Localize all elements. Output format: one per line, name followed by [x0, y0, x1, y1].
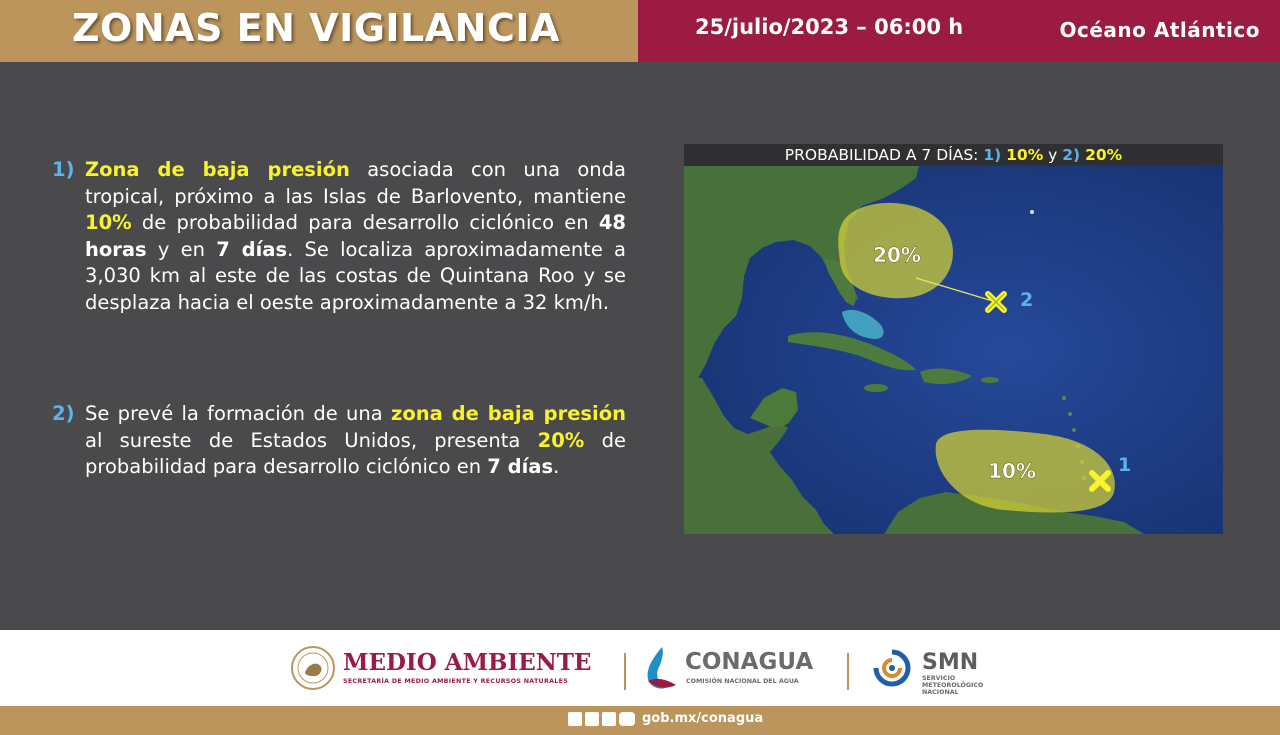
youtube-icon[interactable]	[619, 712, 635, 726]
zone-1-marker-number: 1	[1118, 454, 1132, 476]
caption-zone-1-prob: 10%	[1006, 146, 1044, 164]
caption-zone-1-number: 1)	[983, 146, 1002, 164]
sema-logo-subtitle: SECRETARÍA DE MEDIO AMBIENTE Y RECURSOS NATURALES	[343, 678, 569, 685]
header-info-bar	[638, 0, 1280, 62]
zone-1-text	[85, 157, 626, 316]
map-svg	[684, 166, 1223, 534]
text-segment: 10%	[85, 211, 132, 234]
conagua-logo-subtitle: COMISIÓN NACIONAL DEL AGUA	[686, 678, 799, 685]
text-segment: . Se localiza aproximadamente a 3,030 km al este de las costas de Quintana Roo y se desplaza hacia el oeste aproximadamente a 32 km/h.	[85, 237, 627, 314]
footer-bar	[0, 706, 1280, 735]
zone-1-label: 10%	[988, 459, 1036, 483]
mexico-coat-of-arms-icon	[290, 645, 336, 691]
social-icons	[568, 712, 635, 728]
zone-2-label: 20%	[873, 243, 921, 267]
smn-logo-icon	[868, 646, 916, 690]
map-caption	[684, 144, 1223, 166]
zone-2-number: 2)	[52, 402, 75, 425]
text-segment: Se prevé la formación de una	[85, 402, 391, 425]
caption-zone-2-prob: 20%	[1085, 146, 1123, 164]
text-segment: Zona de baja presión	[85, 158, 350, 181]
jamaica-land	[864, 384, 888, 392]
smn-logo-name: SMN	[922, 650, 979, 675]
zone-1-description	[52, 157, 626, 316]
text-segment: 7 días	[487, 455, 554, 478]
logo-divider	[624, 653, 626, 690]
bermuda-island	[1030, 210, 1034, 214]
zone-2-text	[85, 401, 626, 481]
text-segment: y en	[146, 237, 217, 261]
sema-logo-name: MEDIO AMBIENTE	[343, 649, 592, 676]
header-title-bar	[0, 0, 638, 62]
caption-zone-2-number: 2)	[1062, 146, 1081, 164]
caption-and: y	[1043, 146, 1063, 164]
zone-1-number: 1)	[52, 158, 75, 181]
text-segment: de probabilidad para desarrollo ciclónico en	[131, 211, 599, 234]
website-link[interactable]: gob.mx/conagua	[642, 711, 764, 726]
smn-logo-subtitle: SERVICIO METEOROLÓGICO NACIONAL	[922, 675, 984, 696]
logo-divider	[847, 653, 849, 690]
twitter-icon[interactable]	[585, 712, 599, 726]
satellite-map	[684, 166, 1223, 534]
footer-logos	[0, 630, 1280, 706]
text-segment: al sureste de Estados Unidos, presenta	[85, 428, 538, 452]
text-segment: 48 horas	[85, 211, 626, 261]
conagua-logo-name: CONAGUA	[685, 649, 814, 675]
text-segment: 20%	[537, 428, 585, 452]
text-segment: de probabilidad para desarrollo ciclónico en	[85, 428, 626, 478]
bulletin-date: 25/julio/2023 – 06:00 h	[695, 15, 964, 39]
text-segment: 7 días	[216, 237, 288, 261]
zone-2-marker-number: 2	[1020, 289, 1034, 311]
ocean-name: Océano Atlántico	[1059, 18, 1260, 42]
puerto-rico-land	[981, 377, 999, 383]
conagua-logo-icon	[642, 645, 680, 693]
instagram-icon[interactable]	[602, 712, 616, 726]
zone-2-description	[52, 401, 626, 481]
page-title: ZONAS EN VIGILANCIA	[72, 6, 560, 50]
text-segment: zona de baja presión	[391, 402, 627, 425]
text-segment: asociada con una onda tropical, próximo a las Islas de Barlovento, mantiene	[85, 158, 626, 208]
text-segment: .	[553, 455, 560, 478]
caption-prefix: PROBABILIDAD A 7 DÍAS:	[784, 146, 984, 164]
facebook-icon[interactable]	[568, 712, 582, 726]
